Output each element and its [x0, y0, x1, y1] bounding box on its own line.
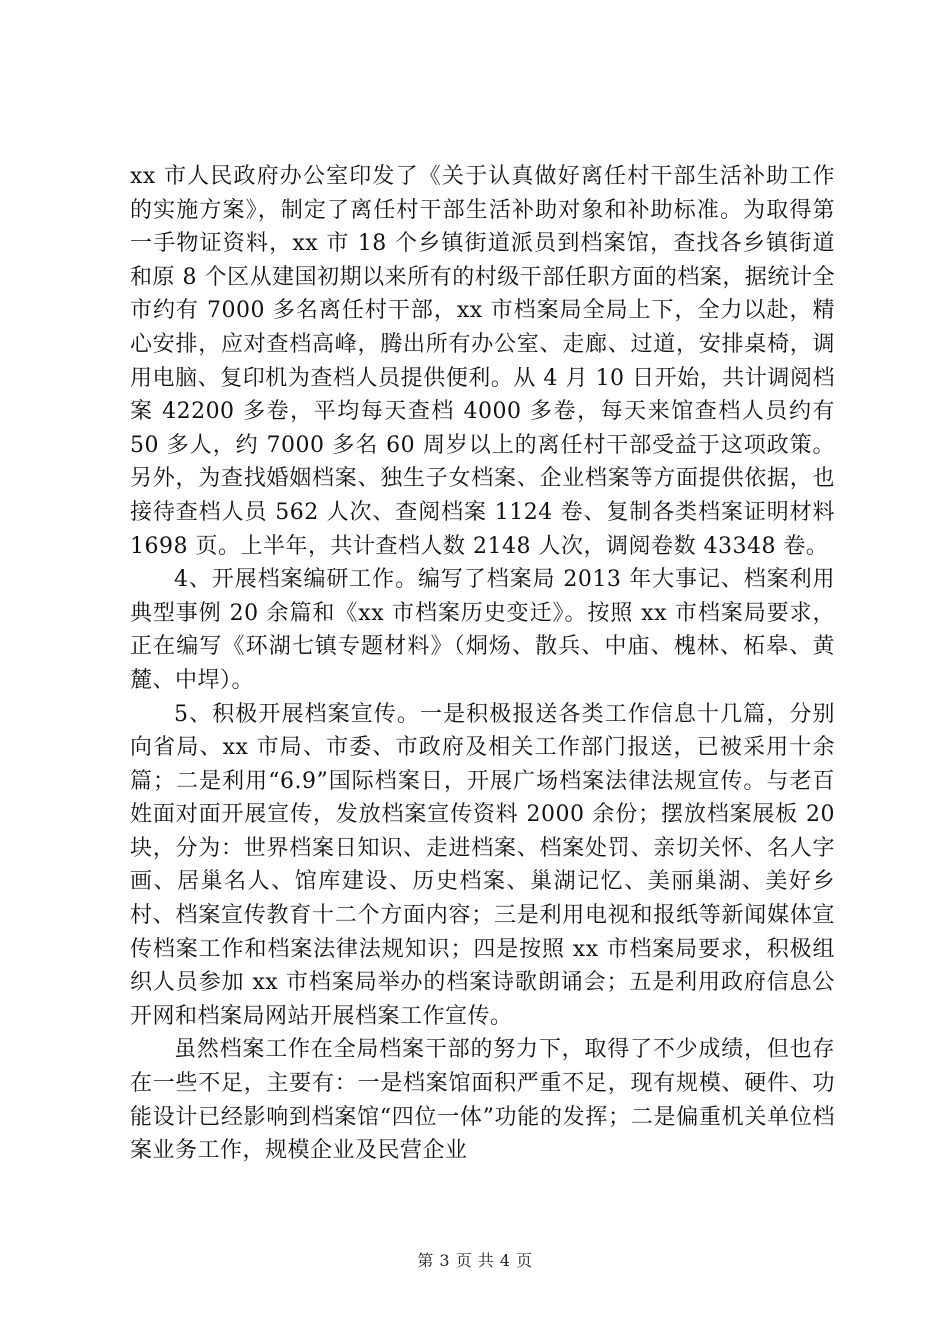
- paragraph-compilation-work: 4、开展档案编研工作。编写了档案局 2013 年大事记、档案利用典型事例 20 余篇和《xx 市档案历史变迁》。按照 xx 市档案局要求，正在编写《环湖七镇专题材料》（烔炀、散兵、中庙、槐林、柘皋、黄麓、中垾）。: [130, 567, 835, 693]
- paragraph-publicity-work: 5、积极开展档案宣传。一是积极报送各类工作信息十几篇，分别向省局、xx 市局、市委、市政府及相关工作部门报送，已被采用十余篇；二是利用“6.9”国际档案日，开展广场档案法律法规宣传。与老百姓面对面开展宣传，发放档案宣传资料 2000 余份；摆放档案展板 20 块，分为：世界档案日知识、走进档案、档案处罚、亲切关怀、名人字画、居巢名人、馆库建设、历史档案、巢湖记忆、美丽巢湖、美好乡村、档案宣传教育十二个方面内容；三是利用电视和报纸等新闻媒体宣传档案工作和档案法律法规知识；四是按照 xx 市档案局要求，积极组织人员参加 xx 市档案局举办的档案诗歌朗诵会；五是利用政府信息公开网和档案局网站开展档案工作宣传。: [130, 701, 835, 1029]
- page-number: 第 3 页 共 4 页: [417, 1251, 533, 1270]
- document-body: [130, 160, 835, 1168]
- paragraph-continuation: xx 市人民政府办公室印发了《关于认真做好离任村干部生活补助工作的实施方案》，制定了离任村干部生活补助对象和补助标准。为取得第一手物证资料，xx 市 18 个乡镇街道派员到档案馆，查找各乡镇街道和原 8 个区从建国初期以来所有的村级干部任职方面的档案，据统计全市约有 7000 多名离任村干部，xx 市档案局全局上下，全力以赴，精心安排，应对查档高峰，腾出所有办公室、走廊、过道，安排桌椅，调用电脑、复印机为查档人员提供便利。从 4 月 10 日开始，共计调阅档案 42200 多卷，平均每天查档 4000 多卷，每天来馆查档人员约有 50 多人，约 7000 多名 60 周岁以上的离任村干部受益于这项政策。另外，为查找婚姻档案、独生子女档案、企业档案等方面提供依据，也接待查档人员 562 人次、查阅档案 1124 卷、复制各类档案证明材料 1698 页。上半年，共计查档人数 2148 人次，调阅卷数 43348 卷。: [130, 164, 835, 559]
- page-footer: [0, 1248, 950, 1271]
- paragraph-shortcomings: 虽然档案工作在全局档案干部的努力下，取得了不少成绩，但也存在一些不足，主要有：一是档案馆面积严重不足，现有规模、硬件、功能设计已经影响到档案馆“四位一体”功能的发挥；二是偏重机关单位档案业务工作，规模企业及民营企业: [130, 1037, 835, 1164]
